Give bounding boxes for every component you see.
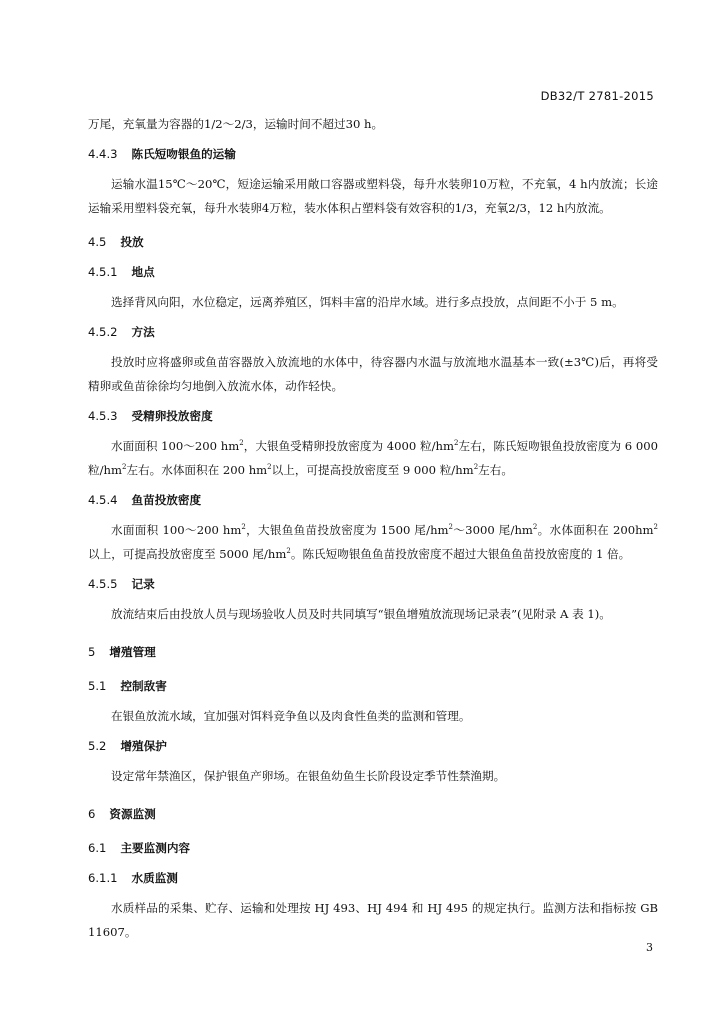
heading-5 xyxy=(88,640,658,664)
heading-6 xyxy=(88,802,658,826)
section-title: 控制敌害 xyxy=(120,679,167,693)
heading-5-1 xyxy=(88,674,658,698)
heading-6-1-1 xyxy=(88,866,658,890)
text-run: 左右。 xyxy=(478,463,513,477)
document-code: DB32/T 2781-2015 xyxy=(540,89,654,103)
superscript: 2 xyxy=(286,547,291,555)
superscript: 2 xyxy=(241,523,246,531)
superscript: 2 xyxy=(532,523,538,531)
section-number: 6.1 xyxy=(88,841,107,855)
superscript: 2 xyxy=(448,523,454,531)
text-run: ，大银鱼鱼苗投放密度为 1500 尾/hm xyxy=(245,523,449,537)
superscript: 2 xyxy=(239,439,244,447)
heading-4-5-1 xyxy=(88,260,658,284)
heading-4-5-4 xyxy=(88,488,658,512)
text-run: 水面面积 100～200 hm xyxy=(111,439,240,453)
section-number: 5.2 xyxy=(88,739,107,753)
section-number: 4.5 xyxy=(88,235,107,249)
paragraph-4-5-1: 选择背风向阳，水位稳定，远离养殖区，饵料丰富的沿岸水域。进行多点投放，点间距不小于 5 m。 xyxy=(111,295,624,309)
section-title: 受精卵投放密度 xyxy=(131,409,213,423)
section-number: 6 xyxy=(88,807,96,821)
paragraph-4-5-5: 放流结束后由投放人员与现场验收人员及时共同填写“银鱼增殖放流现场记录表”(见附录 A 表 1)。 xyxy=(111,607,611,621)
heading-4-5-5 xyxy=(88,572,658,596)
superscript: 2 xyxy=(267,463,272,471)
section-number: 4.5.1 xyxy=(88,265,118,279)
text-run: 左右。水体面积在 200 hm xyxy=(126,463,268,477)
page-number: 3 xyxy=(646,941,653,954)
text-run: 水面面积 100～200 hm xyxy=(111,523,242,537)
section-title: 方法 xyxy=(131,325,155,339)
superscript: 2 xyxy=(653,523,659,531)
heading-4-5 xyxy=(88,230,658,254)
paragraph-6-1-1: 水质样品的采集、贮存、运输和处理按 HJ 493、HJ 494 和 HJ 495 的规定执行。监测方法和指标按 GB 11607。 xyxy=(88,901,658,939)
heading-4-4-3 xyxy=(88,142,658,166)
section-number: 5 xyxy=(88,645,96,659)
paragraph-4-4-3: 运输水温15℃～20℃，短途运输采用敞口容器或塑料袋，每升水装卵10万粒，不充氧，4 h内放流；长途运输采用塑料袋充氧，每升水装卵4万粒，装水体积占塑料袋有效容积的1/3，充氧2/3，12 h内放流。 xyxy=(88,177,658,215)
text-run: ，大银鱼受精卵投放密度为 4000 粒/hm xyxy=(243,439,454,453)
heading-4-5-3 xyxy=(88,404,658,428)
superscript: 2 xyxy=(473,463,479,471)
section-number: 6.1.1 xyxy=(88,871,118,885)
text-run: 以上，可提高投放密度至 9 000 粒/hm xyxy=(271,463,474,477)
section-number: 4.5.5 xyxy=(88,577,118,591)
section-title: 地点 xyxy=(131,265,155,279)
paragraph-5-1: 在银鱼放流水域，宜加强对饵料竞争鱼以及肉食性鱼类的监测和管理。 xyxy=(111,709,471,723)
text-run: 左右，陈氏短吻银鱼投放密度为 6 000 粒/hm xyxy=(88,439,659,477)
section-title: 主要监测内容 xyxy=(120,841,191,855)
section-number: 5.1 xyxy=(88,679,107,693)
section-title: 增殖保护 xyxy=(120,739,167,753)
paragraph-4-5-4 xyxy=(88,518,658,566)
section-title: 资源监测 xyxy=(109,807,156,821)
section-title: 记录 xyxy=(131,577,155,591)
paragraph-5-2: 设定常年禁渔区，保护银鱼产卵场。在银鱼幼鱼生长阶段设定季节性禁渔期。 xyxy=(111,769,506,783)
section-title: 投放 xyxy=(120,235,144,249)
text-run: ～3000 尾/hm xyxy=(453,523,533,537)
section-number: 4.5.4 xyxy=(88,493,118,507)
heading-5-2 xyxy=(88,734,658,758)
section-number: 4.5.3 xyxy=(88,409,118,423)
section-title: 陈氏短吻银鱼的运输 xyxy=(131,147,236,161)
heading-6-1 xyxy=(88,836,658,860)
heading-4-5-2 xyxy=(88,320,658,344)
section-title: 增殖管理 xyxy=(109,645,156,659)
page-body xyxy=(88,112,658,944)
section-title: 水质监测 xyxy=(131,871,178,885)
text-run: 。水体面积在 200hm xyxy=(537,523,654,537)
paragraph-4-5-3 xyxy=(88,434,658,482)
section-title: 鱼苗投放密度 xyxy=(131,493,202,507)
paragraph-continued: 万尾，充氧量为容器的1/2～2/3，运输时间不超过30 h。 xyxy=(88,117,384,131)
superscript: 2 xyxy=(121,463,127,471)
text-run: 以上，可提高投放密度至 5000 尾/hm xyxy=(88,547,287,561)
paragraph-4-5-2: 投放时应将盛卵或鱼苗容器放入放流地的水体中，待容器内水温与放流地水温基本一致(±3℃)后，再将受精卵或鱼苗徐徐均匀地倒入放流水体，动作轻快。 xyxy=(88,355,658,393)
superscript: 2 xyxy=(454,439,459,447)
section-number: 4.5.2 xyxy=(88,325,118,339)
text-run: 。陈氏短吻银鱼鱼苗投放密度不超过大银鱼鱼苗投放密度的 1 倍。 xyxy=(290,547,631,561)
section-number: 4.4.3 xyxy=(88,147,118,161)
